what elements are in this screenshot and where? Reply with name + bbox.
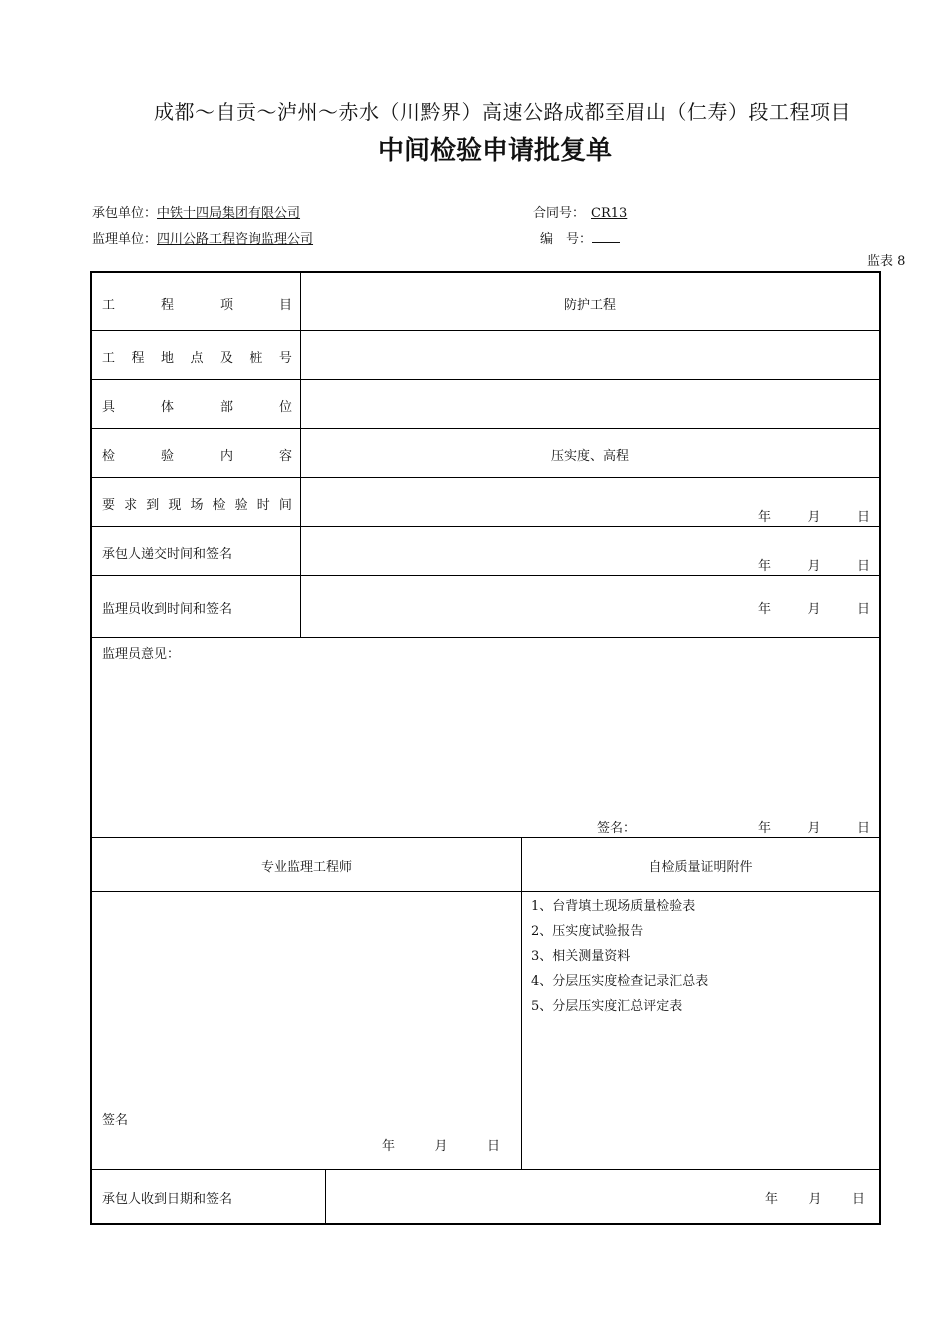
part-value[interactable] [301, 380, 879, 428]
opinion-sign-label: 签名： [597, 821, 637, 836]
inspection-form-table [90, 271, 881, 1225]
project-subtitle: 成都～自贡～泸州～赤水（川黔界）高速公路成都至眉山（仁寿）段工程项目 [154, 100, 851, 124]
list-item: 2、压实度试验报告 [531, 924, 644, 939]
contract-no-value: CR13 [591, 206, 628, 221]
opinion-label: 监理员意见： [102, 647, 181, 662]
list-item: 1、台背填土现场质量检验表 [531, 899, 696, 914]
submit-label: 承包人递交时间和签名 [102, 547, 233, 562]
contract-no-label: 合同号： [533, 206, 586, 221]
submit-date[interactable]: 年 月 日 [758, 559, 870, 574]
engineer-date[interactable]: 年 月 日 [382, 1139, 500, 1154]
location-label: 工 程 地 点 及 桩 号 [102, 351, 292, 366]
number-blank [592, 230, 620, 243]
list-item: 5、分层压实度汇总评定表 [531, 999, 683, 1014]
receive-label: 监理员收到时间和签名 [102, 602, 233, 617]
project-label: 工 程 项 目 [102, 298, 292, 313]
part-label: 具 体 部 位 [102, 400, 292, 415]
content-label: 检 验 内 容 [102, 449, 292, 464]
project-value[interactable]: 防护工程 [563, 298, 616, 313]
contractor-receive-date[interactable]: 年 月 日 [765, 1192, 865, 1207]
time-label: 要 求 到 现 场 检 验 时 间 [102, 498, 292, 513]
engineer-sign-label: 签名 [102, 1113, 129, 1128]
number-label: 编 号： [540, 232, 593, 247]
list-item: 4、分层压实度检查记录汇总表 [531, 974, 709, 989]
content-value[interactable]: 压实度、高程 [550, 449, 629, 464]
attachments-list [531, 895, 708, 1020]
location-value[interactable] [301, 331, 879, 379]
number-line [540, 228, 620, 247]
form-title: 中间检验申请批复单 [377, 136, 612, 166]
list-item: 3、相关测量资料 [531, 949, 631, 964]
contractor-receive-label: 承包人收到日期和签名 [102, 1192, 233, 1207]
form-code: 监表 8 [867, 254, 906, 269]
opinion-date[interactable]: 年 月 日 [758, 821, 870, 836]
contractor-line [92, 202, 300, 221]
supervisor-line [92, 228, 313, 247]
time-date[interactable]: 年 月 日 [758, 510, 870, 525]
supervisor-label: 监理单位： [92, 232, 158, 247]
contractor-label: 承包单位： [92, 206, 158, 221]
receive-date[interactable]: 年 月 日 [758, 602, 870, 617]
contractor-value: 中铁十四局集团有限公司 [157, 206, 301, 221]
supervisor-value: 四川公路工程咨询监理公司 [157, 232, 314, 247]
attachments-header: 自检质量证明附件 [648, 860, 753, 875]
contract-no-line [533, 202, 633, 221]
engineer-header: 专业监理工程师 [260, 860, 352, 875]
